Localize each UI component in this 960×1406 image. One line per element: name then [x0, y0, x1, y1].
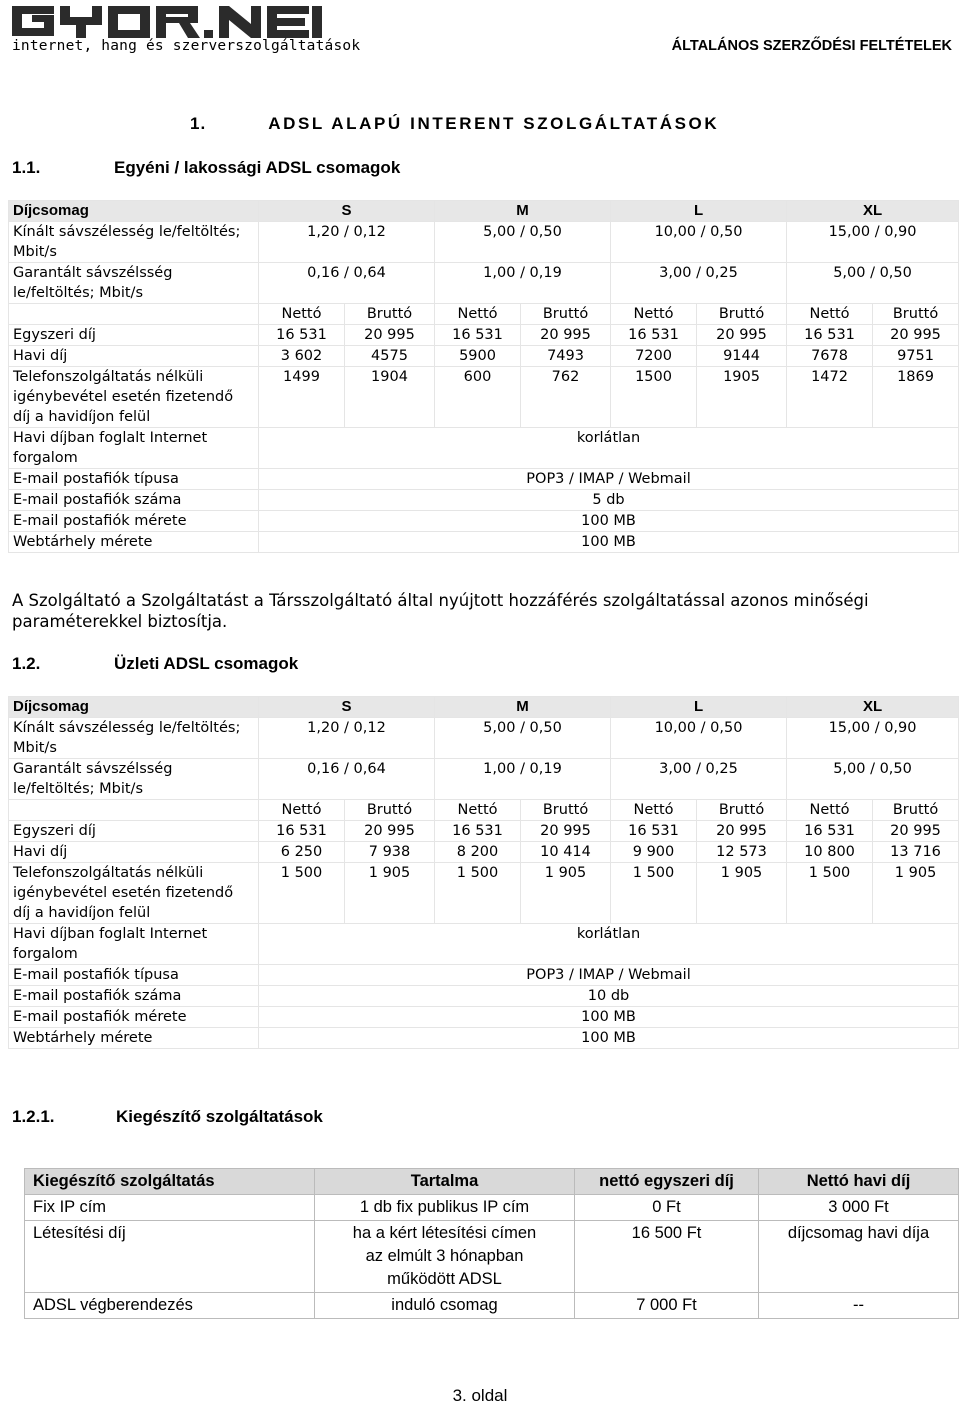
table-row: [25, 1195, 959, 1221]
table-row: [9, 718, 959, 759]
cell: 20 995: [873, 821, 959, 842]
cell: 9751: [873, 346, 959, 367]
cell: 6 250: [259, 842, 345, 863]
cell: 100 MB: [259, 511, 959, 532]
header-cell: L: [611, 201, 787, 222]
section-number: 1.1.: [12, 158, 41, 177]
table-header-row: [9, 201, 959, 222]
table-row: [9, 924, 959, 965]
row-label: E-mail postafiók száma: [9, 490, 259, 511]
cell: 20 995: [345, 325, 435, 346]
header-cell: S: [259, 697, 435, 718]
section-number: 1.2.: [12, 654, 41, 673]
cell: 9 900: [611, 842, 697, 863]
cell: 16 531: [259, 821, 345, 842]
section-heading-1-1: [12, 158, 400, 178]
gyor-net-logo: [12, 2, 322, 38]
row-label: Egyszeri díj: [9, 821, 259, 842]
cell: Létesítési díj: [25, 1221, 315, 1293]
cell: 4575: [345, 346, 435, 367]
cell: induló csomag: [315, 1293, 575, 1319]
section-title: Üzleti ADSL csomagok: [114, 654, 299, 673]
cell: 100 MB: [259, 1007, 959, 1028]
table-row: [9, 1028, 959, 1049]
cell: Bruttó: [697, 304, 787, 325]
table-row: [9, 490, 959, 511]
cell: 20 995: [697, 325, 787, 346]
table-row: [9, 532, 959, 553]
cell: Fix IP cím: [25, 1195, 315, 1221]
row-label: E-mail postafiók típusa: [9, 965, 259, 986]
cell: POP3 / IMAP / Webmail: [259, 469, 959, 490]
cell: 3 602: [259, 346, 345, 367]
document-title: ÁLTALÁNOS SZERZŐDÉSI FELTÉTELEK: [671, 38, 952, 54]
cell: 16 531: [611, 325, 697, 346]
cell: ha a kért létesítési címen az elmúlt 3 hónapban működött ADSL: [315, 1221, 575, 1293]
cell: Bruttó: [521, 800, 611, 821]
table-row: [9, 511, 959, 532]
cell: 7 000 Ft: [575, 1293, 759, 1319]
cell: 1 905: [697, 863, 787, 924]
cell: 100 MB: [259, 1028, 959, 1049]
cell: Bruttó: [873, 800, 959, 821]
table-row: [9, 986, 959, 1007]
section-title: Kiegészítő szolgáltatások: [116, 1107, 323, 1126]
section-title: Egyéni / lakossági ADSL csomagok: [114, 158, 401, 177]
table-row: [9, 346, 959, 367]
cell: Nettó: [259, 304, 345, 325]
header-cell: Díjcsomag: [9, 201, 259, 222]
table-row: [9, 304, 959, 325]
table-row: [9, 263, 959, 304]
cell: 12 573: [697, 842, 787, 863]
cell: 5,00 / 0,50: [435, 222, 611, 263]
table-row: [25, 1293, 959, 1319]
cell: 5,00 / 0,50: [787, 759, 959, 800]
business-adsl-table: [8, 696, 959, 1049]
header-cell: Nettó havi díj: [759, 1169, 959, 1195]
cell: 1 500: [435, 863, 521, 924]
cell: 1 500: [611, 863, 697, 924]
cell: díjcsomag havi díja: [759, 1221, 959, 1293]
cell: 7493: [521, 346, 611, 367]
cell: 1 905: [345, 863, 435, 924]
cell: 20 995: [521, 821, 611, 842]
section-title: ADSL ALAPÚ INTERENT SZOLGÁLTATÁSOK: [268, 114, 720, 133]
row-label: Havi díjban foglalt Internet forgalom: [9, 428, 259, 469]
cell: 13 716: [873, 842, 959, 863]
table-row: [9, 325, 959, 346]
cell: 762: [521, 367, 611, 428]
cell: 1,20 / 0,12: [259, 222, 435, 263]
cell: 20 995: [697, 821, 787, 842]
cell: 1 500: [787, 863, 873, 924]
cell: 1904: [345, 367, 435, 428]
cell: Nettó: [435, 304, 521, 325]
table-header-row: [9, 697, 959, 718]
header-cell: S: [259, 201, 435, 222]
cell: Bruttó: [345, 800, 435, 821]
cell: POP3 / IMAP / Webmail: [259, 965, 959, 986]
cell: 8 200: [435, 842, 521, 863]
table-row: [9, 965, 959, 986]
cell: korlátlan: [259, 428, 959, 469]
header-cell: Tartalma: [315, 1169, 575, 1195]
cell: 3,00 / 0,25: [611, 759, 787, 800]
cell: 1,00 / 0,19: [435, 759, 611, 800]
cell: 5,00 / 0,50: [435, 718, 611, 759]
cell: 10 800: [787, 842, 873, 863]
row-label: Garantált sávszélsség le/feltöltés; Mbit/s: [9, 263, 259, 304]
table-row: [9, 469, 959, 490]
header-cell: nettó egyszeri díj: [575, 1169, 759, 1195]
table-row: [9, 759, 959, 800]
table-row: [9, 367, 959, 428]
section-heading-1-2: [12, 654, 298, 674]
section-heading-1: [190, 114, 719, 134]
header-cell: XL: [787, 697, 959, 718]
row-label: E-mail postafiók mérete: [9, 1007, 259, 1028]
cell: 20 995: [521, 325, 611, 346]
cell: 1 db fix publikus IP cím: [315, 1195, 575, 1221]
cell: 1,20 / 0,12: [259, 718, 435, 759]
header-cell: M: [435, 201, 611, 222]
page-number: 3. oldal: [452, 1386, 508, 1405]
row-label: Garantált sávszélsség le/feltöltés; Mbit/s: [9, 759, 259, 800]
row-label: Havi díj: [9, 346, 259, 367]
section-heading-1-2-1: [12, 1107, 323, 1127]
cell: Nettó: [435, 800, 521, 821]
quality-note: A Szolgáltató a Szolgáltatást a Társszolgáltató által nyújtott hozzáférés szolgáltatással azonos minőségi paraméterekkel biztosítja.: [12, 591, 869, 631]
cell: --: [759, 1293, 959, 1319]
cell: 10 414: [521, 842, 611, 863]
cell: 15,00 / 0,90: [787, 222, 959, 263]
cell: 600: [435, 367, 521, 428]
header-cell: Díjcsomag: [9, 697, 259, 718]
section-number: 1.: [190, 114, 207, 133]
cell: 16 531: [611, 821, 697, 842]
row-label: Webtárhely mérete: [9, 1028, 259, 1049]
row-label: Havi díjban foglalt Internet forgalom: [9, 924, 259, 965]
cell: 10,00 / 0,50: [611, 222, 787, 263]
row-label: Telefonszolgáltatás nélküli igénybevétel esetén fizetendő díj a havidíjon felül: [9, 367, 259, 428]
table-row: [9, 863, 959, 924]
cell: 16 531: [435, 821, 521, 842]
cell: 3,00 / 0,25: [611, 263, 787, 304]
extra-services-table: [24, 1168, 959, 1319]
cell: 16 531: [787, 821, 873, 842]
cell: 1 500: [259, 863, 345, 924]
cell: Nettó: [611, 304, 697, 325]
cell: 0,16 / 0,64: [259, 263, 435, 304]
cell: ADSL végberendezés: [25, 1293, 315, 1319]
cell: 1 905: [873, 863, 959, 924]
cell: Bruttó: [873, 304, 959, 325]
cell: Nettó: [611, 800, 697, 821]
header-cell: Kiegészítő szolgáltatás: [25, 1169, 315, 1195]
cell: 1869: [873, 367, 959, 428]
row-label: E-mail postafiók száma: [9, 986, 259, 1007]
row-label: Kínált sávszélesség le/feltöltés; Mbit/s: [9, 718, 259, 759]
row-label: Egyszeri díj: [9, 325, 259, 346]
row-label: [9, 800, 259, 821]
row-label: Havi díj: [9, 842, 259, 863]
table-row: [25, 1221, 959, 1293]
cell: 10 db: [259, 986, 959, 1007]
cell: 16 531: [435, 325, 521, 346]
cell: 100 MB: [259, 532, 959, 553]
cell: 5 db: [259, 490, 959, 511]
cell: 7 938: [345, 842, 435, 863]
cell: Nettó: [787, 800, 873, 821]
section-number: 1.2.1.: [12, 1107, 55, 1126]
cell: 9144: [697, 346, 787, 367]
tagline: internet, hang és szerverszolgáltatások: [12, 38, 361, 54]
cell: 0,16 / 0,64: [259, 759, 435, 800]
table-row: [9, 428, 959, 469]
row-label: [9, 304, 259, 325]
row-label: Telefonszolgáltatás nélküli igénybevétel esetén fizetendő díj a havidíjon felül: [9, 863, 259, 924]
row-label: Kínált sávszélesség le/feltöltés; Mbit/s: [9, 222, 259, 263]
cell: 5900: [435, 346, 521, 367]
cell: 1,00 / 0,19: [435, 263, 611, 304]
cell: 5,00 / 0,50: [787, 263, 959, 304]
residential-adsl-table: [8, 200, 959, 553]
cell: Bruttó: [521, 304, 611, 325]
row-label: E-mail postafiók mérete: [9, 511, 259, 532]
cell: Nettó: [787, 304, 873, 325]
cell: 7200: [611, 346, 697, 367]
header-cell: L: [611, 697, 787, 718]
cell: Bruttó: [345, 304, 435, 325]
cell: 16 500 Ft: [575, 1221, 759, 1293]
header-cell: M: [435, 697, 611, 718]
cell: 1905: [697, 367, 787, 428]
cell: 0 Ft: [575, 1195, 759, 1221]
table-row: [9, 842, 959, 863]
table-row: [9, 222, 959, 263]
row-label: Webtárhely mérete: [9, 532, 259, 553]
cell: 10,00 / 0,50: [611, 718, 787, 759]
table-header-row: [25, 1169, 959, 1195]
cell: Nettó: [259, 800, 345, 821]
table-row: [9, 800, 959, 821]
cell: 1499: [259, 367, 345, 428]
cell: 20 995: [873, 325, 959, 346]
cell: 16 531: [259, 325, 345, 346]
row-label: E-mail postafiók típusa: [9, 469, 259, 490]
cell: 7678: [787, 346, 873, 367]
cell: 1472: [787, 367, 873, 428]
cell: 16 531: [787, 325, 873, 346]
header-cell: XL: [787, 201, 959, 222]
cell: 3 000 Ft: [759, 1195, 959, 1221]
cell: Bruttó: [697, 800, 787, 821]
cell: korlátlan: [259, 924, 959, 965]
cell: 15,00 / 0,90: [787, 718, 959, 759]
cell: 20 995: [345, 821, 435, 842]
cell: 1 905: [521, 863, 611, 924]
table-row: [9, 1007, 959, 1028]
table-row: [9, 821, 959, 842]
cell: 1500: [611, 367, 697, 428]
